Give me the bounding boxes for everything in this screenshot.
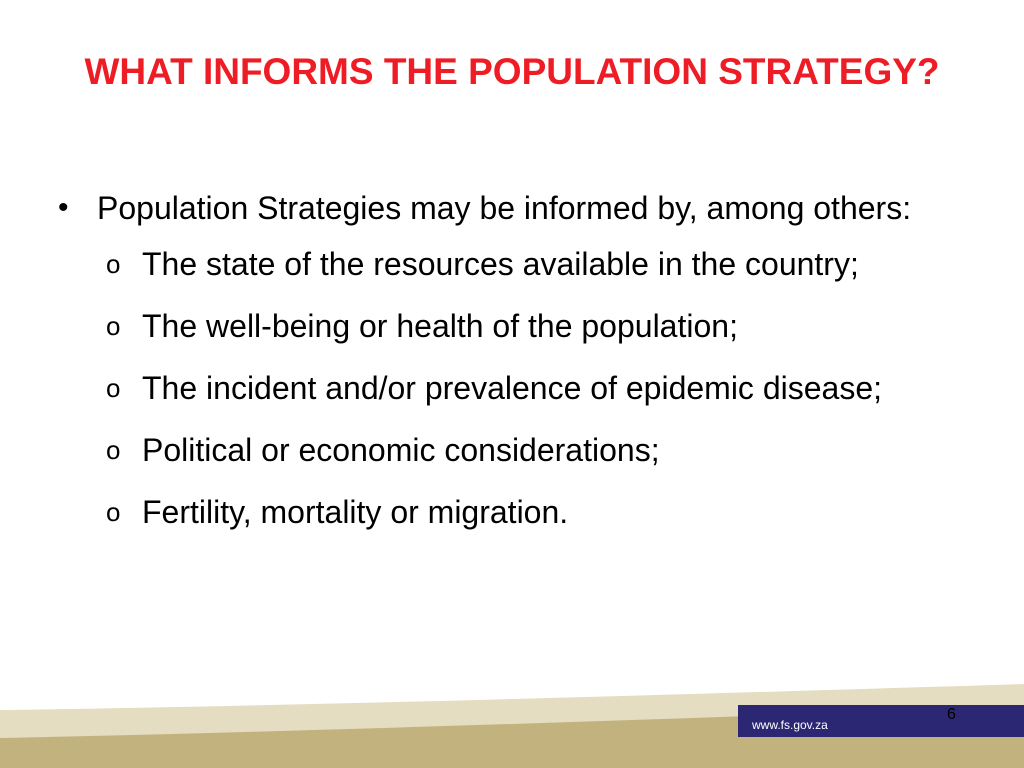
sub-bullet-item bbox=[106, 242, 958, 286]
sub-bullet-item bbox=[106, 428, 958, 472]
sub-bullet-item bbox=[106, 490, 958, 534]
sub-bullet-item bbox=[106, 366, 958, 410]
slide-title: WHAT INFORMS THE POPULATION STRATEGY? bbox=[84, 51, 940, 92]
slide-body bbox=[58, 186, 958, 552]
sub-bullet-text: The state of the resources available in the country; bbox=[142, 246, 859, 282]
sub-bullet-text: The incident and/or prevalence of epidemic disease; bbox=[142, 370, 882, 406]
sub-bullet-list bbox=[106, 242, 958, 534]
main-bullet bbox=[58, 186, 958, 230]
sub-bullet-text: Political or economic considerations; bbox=[142, 432, 660, 468]
sub-bullet-marker: o bbox=[106, 249, 121, 279]
sub-bullet-text: The well-being or health of the population; bbox=[142, 308, 738, 344]
page-number: 6 bbox=[947, 706, 956, 723]
footer-decoration bbox=[0, 680, 1024, 768]
sub-bullet-item bbox=[106, 304, 958, 348]
footer-url: www.fs.gov.za bbox=[752, 718, 828, 732]
main-bullet-text: Population Strategies may be informed by, among others: bbox=[97, 190, 912, 226]
sub-bullet-text: Fertility, mortality or migration. bbox=[142, 494, 569, 530]
sub-bullet-marker: o bbox=[106, 311, 121, 341]
sub-bullet-marker: o bbox=[106, 373, 121, 403]
sub-bullet-marker: o bbox=[106, 435, 121, 465]
sub-bullet-marker: o bbox=[106, 497, 121, 527]
bullet-marker: • bbox=[58, 191, 69, 224]
